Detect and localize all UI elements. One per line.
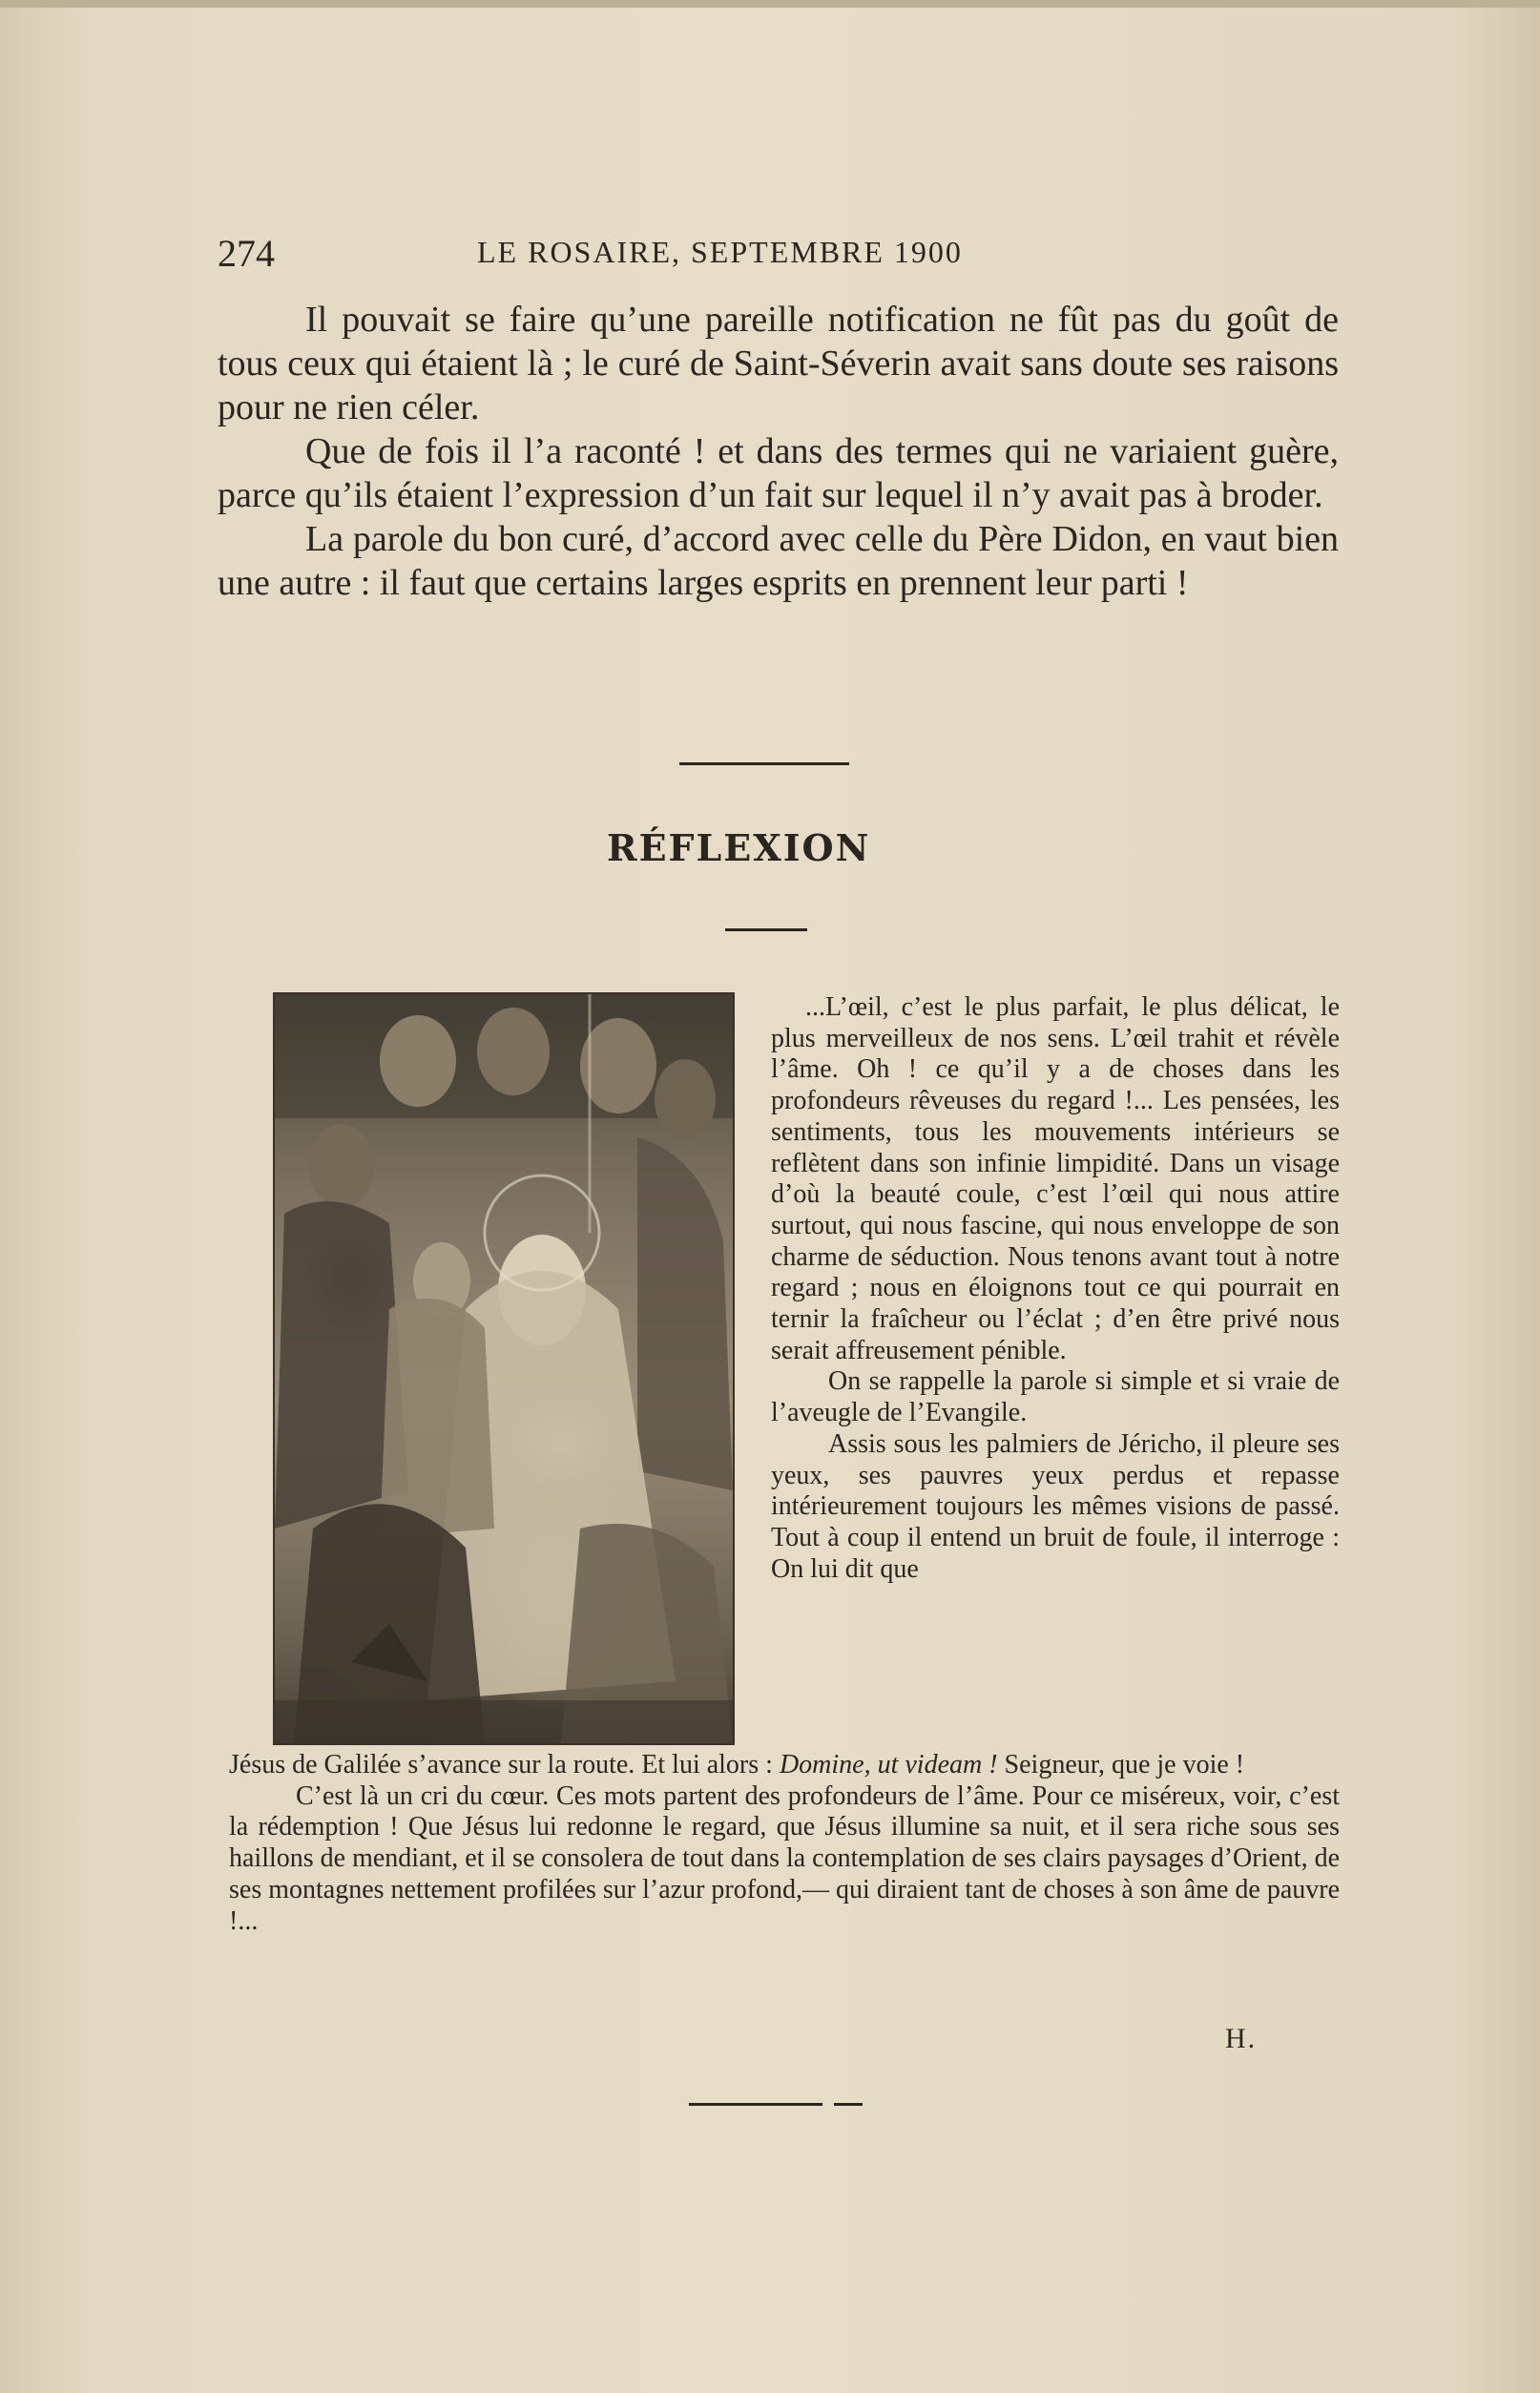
reflexion-continuation	[229, 1750, 1340, 1781]
intro-paragraph: Il pouvait se faire qu’une pareille notification ne fût pas du goût de tous ceux qui étaient là ; le curé de Saint-Séverin avait sans doute ses raisons pour ne rien céler.	[218, 300, 1339, 427]
painting-figures	[275, 994, 733, 1743]
page-top-edge	[0, 0, 1540, 8]
closing-divider	[689, 2103, 822, 2106]
intro-paragraph: La parole du bon curé, d’accord avec celle du Père Didon, en vaut bien une autre : il faut que certains larges esprits en prennent leur parti !	[218, 519, 1339, 603]
reflexion-paragraph: On se rappelle la parole si simple et si vraie de l’aveugle de l’Evangile.	[771, 1366, 1340, 1428]
reflexion-final-paragraph: C’est là un cri du cœur. Ces mots partent des profondeurs de l’âme. Pour ce miséreux, voir, c’est la rédemption ! Que Jésus lui redonne le regard, que Jésus illumine sa nuit, et il sera riche sous ses haillons de mendiant, et il se consolera de tout dans la contemplation de ses clairs paysages d’Orient, de ses montagnes nettement profilées sur l’azur profond,— qui diraient tant de choses à son âme de pauvre !...	[229, 1780, 1340, 1936]
section-title: RÉFLEXION	[607, 826, 871, 869]
page-number: 274	[218, 232, 275, 275]
intro-paragraph: Que de fois il l’a raconté ! et dans des termes qui ne variaient guère, parce qu’ils étaient l’expression d’un fait sur lequel il n’y avait pas à broder.	[218, 431, 1339, 515]
reflexion-paragraph: ...L’œil, c’est le plus parfait, le plus délicat, le plus merveilleux de nos sens. L’œil trahit et révèle l’âme. Oh ! ce qu’il y a de choses dans les profondeurs rêveuses du regard !... Les pensées, les sentiments, tous les mouvements intérieurs se reflètent dans son infinie limpidité. Dans un visage d’où la beauté coule, c’est l’œil qui nous attire surtout, qui nous fascine, qui nous enveloppe de son charme de séduction. Nous tenons avant tout à notre regard ; nous en éloignons tout ce qui pourrait en ternir la fraîcheur ou l’éclat ; d’en être privé nous serait affreusement pénible.	[771, 992, 1340, 1365]
religious-painting-illustration	[273, 992, 735, 1745]
continuation-end: Seigneur, que je voie !	[1004, 1750, 1245, 1779]
continuation-text: Jésus de Galilée s’avance sur la route. Et lui alors :	[229, 1750, 773, 1779]
author-signature: H.	[1225, 2023, 1258, 2054]
latin-quote: Domine, ut videam !	[779, 1750, 998, 1779]
closing-divider-dash	[834, 2103, 863, 2106]
reflexion-paragraph: Assis sous les palmiers de Jéricho, il pleure ses yeux, ses pauvres yeux perdus et repasse intérieurement toujours les mêmes visions de passé. Tout à coup il entend un bruit de foule, il interroge : On lui dit que	[771, 1428, 1340, 1584]
section-divider-bottom	[725, 928, 807, 931]
running-title: LE ROSAIRE, SEPTEMBRE 1900	[477, 235, 963, 269]
intro-text	[218, 298, 1339, 605]
section-divider-top	[679, 762, 849, 765]
reflexion-full-width-text	[229, 1750, 1340, 1937]
running-header	[218, 225, 1305, 282]
reflexion-side-text	[771, 992, 1340, 1585]
